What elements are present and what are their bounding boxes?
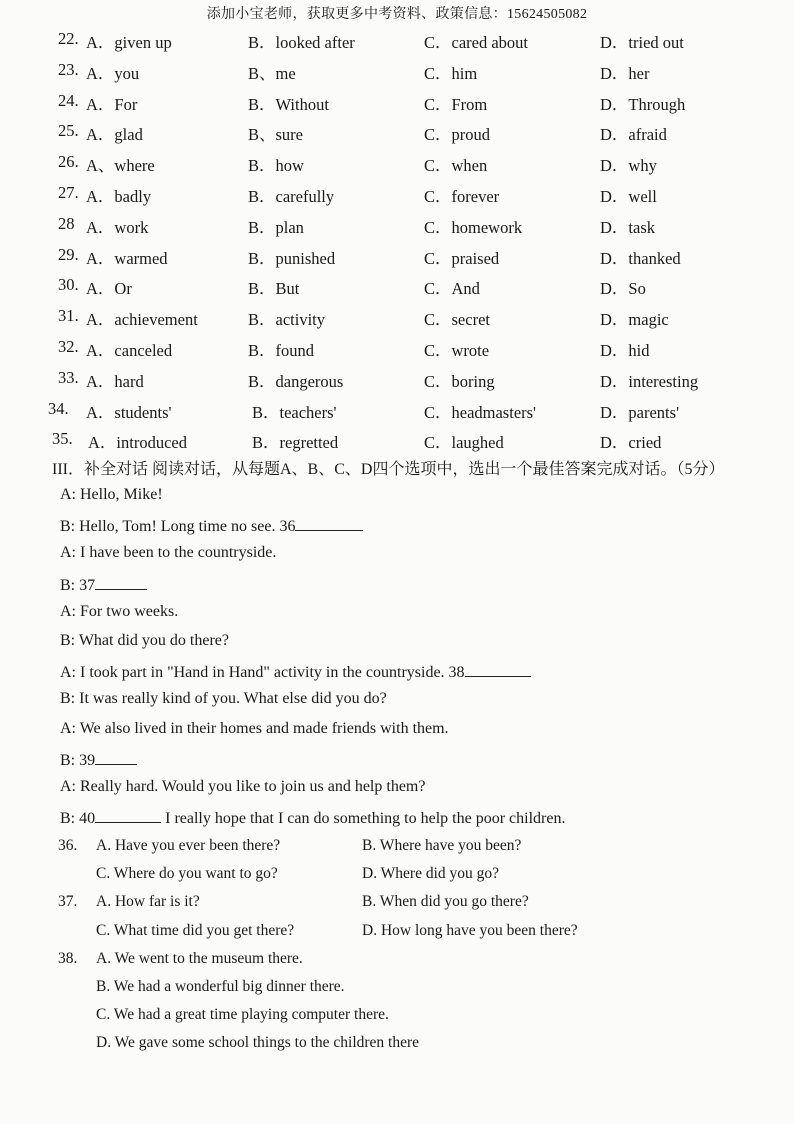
- dialog-line: [60, 807, 760, 836]
- option-d: D．task: [600, 217, 655, 237]
- option-c: C. Where do you want to go?: [96, 865, 278, 883]
- option-a: A．introduced: [88, 433, 187, 453]
- option-a: A．Or: [86, 279, 132, 299]
- option-b: B．carefully: [248, 186, 335, 206]
- page-header: 添加小宝老师，获取更多中考资料、政策信息：15624505082: [206, 7, 588, 22]
- dialog: [60, 486, 760, 836]
- option-a: A．you: [86, 63, 140, 83]
- option-c: C. We had a great time playing computer there.: [96, 1006, 389, 1024]
- option-b: B．But: [248, 279, 300, 299]
- choice-row: [58, 117, 778, 148]
- question-number: 29.: [58, 244, 79, 264]
- option-c: C. What time did you get there?: [96, 921, 295, 939]
- question-number: 28: [58, 213, 75, 233]
- option-c: C．From: [424, 94, 488, 114]
- option-b: B．how: [248, 156, 304, 176]
- option-b: B．looked after: [248, 33, 355, 52]
- choice-row: [52, 425, 778, 456]
- option-b: B．punished: [248, 248, 336, 268]
- option-d: D．parents': [600, 402, 680, 422]
- dialog-line: [60, 749, 760, 778]
- option-a: A. Have you ever been there?: [96, 837, 281, 854]
- choice-row: [58, 179, 778, 210]
- choice-row: [58, 87, 778, 118]
- option-line: [58, 976, 778, 1004]
- option-a: A．warmed: [86, 248, 168, 268]
- option-c: C．boring: [424, 371, 495, 391]
- option-line: [58, 920, 778, 948]
- choice-row: [58, 210, 778, 241]
- option-b: B．regretted: [252, 433, 339, 453]
- dialog-line: A: Really hard. Would you like to join us and help them?: [60, 777, 426, 795]
- dialog-line: A: We also lived in their homes and made friends with them.: [60, 719, 449, 737]
- option-b: B. When did you go there?: [362, 893, 529, 911]
- option-c: C．wrote: [424, 340, 490, 360]
- option-a: A．students': [86, 402, 172, 422]
- dialog-text: B: 40: [60, 810, 96, 828]
- choice-row: [58, 364, 778, 395]
- choice-row: [58, 271, 778, 302]
- question-number: 37.: [58, 893, 78, 911]
- dialog-line: A: Hello, Mike!: [60, 486, 163, 503]
- option-a: A．badly: [86, 186, 152, 206]
- dialog-text: B: Hello, Tom! Long time no see. 36: [60, 518, 296, 536]
- option-b: B．Without: [248, 94, 329, 114]
- question-number: 34.: [48, 398, 69, 418]
- dialog-line: [60, 515, 760, 544]
- answer-blank[interactable]: [295, 515, 363, 531]
- question-number: 31.: [58, 306, 79, 326]
- option-b: B．activity: [248, 310, 325, 330]
- dialog-line: [60, 574, 760, 603]
- option-a: A．For: [86, 94, 138, 114]
- option-d: D．interesting: [600, 371, 699, 391]
- option-c: C．homework: [424, 217, 523, 237]
- choice-row: [58, 241, 778, 272]
- option-c: C．when: [424, 156, 488, 176]
- option-a: A．given up: [86, 33, 172, 52]
- dialog-line: A: I have been to the countryside.: [60, 544, 277, 562]
- option-b: B. Where have you been?: [362, 837, 522, 854]
- option-a: A. How far is it?: [96, 893, 200, 911]
- answer-blank[interactable]: [95, 574, 147, 590]
- question-number: 36.: [58, 837, 78, 854]
- choice-row: [58, 56, 778, 87]
- answer-blank[interactable]: [95, 749, 137, 765]
- option-d: D．her: [600, 63, 650, 83]
- option-d: D．thanked: [600, 248, 681, 268]
- question-number: 38.: [58, 949, 78, 967]
- dialog-line: B: What did you do there?: [60, 631, 229, 649]
- option-d: D．well: [600, 186, 657, 206]
- dialog-line: A: For two weeks.: [60, 602, 179, 620]
- choice-row: [48, 395, 778, 426]
- option-a: A. We went to the museum there.: [96, 949, 303, 967]
- option-d: D. Where did you go?: [362, 865, 500, 883]
- dialog-text: B: 37: [60, 576, 96, 594]
- option-c: C．And: [424, 279, 480, 299]
- dialog-line: [60, 661, 760, 690]
- option-c: C．proud: [424, 125, 490, 145]
- choice-row: [58, 333, 778, 364]
- option-a: A、where: [86, 156, 155, 176]
- option-c: C．headmasters': [424, 402, 537, 422]
- option-line: [58, 1032, 778, 1060]
- option-a: A．achievement: [86, 310, 198, 330]
- question-number: 30.: [58, 275, 79, 295]
- question-number: 25.: [58, 121, 79, 141]
- option-d: D．hid: [600, 340, 650, 360]
- option-c: C．forever: [424, 186, 500, 206]
- choice-grid: [48, 25, 778, 456]
- option-d: D．why: [600, 156, 657, 176]
- dialog-text: B: 39: [60, 751, 96, 769]
- option-b: B、sure: [248, 125, 303, 145]
- option-b: B、me: [248, 63, 296, 83]
- dialog-text: I really hope that I can do something to help the poor children.: [161, 810, 566, 828]
- option-d: D．So: [600, 279, 646, 299]
- option-a: A．canceled: [86, 340, 173, 360]
- option-d: D．magic: [600, 310, 669, 330]
- answer-options: [58, 835, 778, 1061]
- question-number: 22.: [58, 29, 79, 48]
- option-a: A．hard: [86, 371, 144, 391]
- option-line: [58, 863, 778, 891]
- option-line: [58, 891, 778, 919]
- option-b: B．found: [248, 340, 314, 360]
- option-d: D. How long have you been there?: [362, 921, 578, 939]
- dialog-text: A: I took part in "Hand in Hand" activity in the countryside. 38: [60, 664, 465, 682]
- option-a: A．work: [86, 217, 149, 237]
- question-number: 23.: [58, 59, 79, 79]
- question-number: 26.: [58, 152, 79, 172]
- choice-row: [58, 25, 778, 56]
- option-c: C．laughed: [424, 433, 504, 453]
- choice-row: [58, 148, 778, 179]
- option-line: [58, 1004, 778, 1032]
- choice-row: [58, 302, 778, 333]
- option-c: C．cared about: [424, 33, 529, 52]
- option-b: B．plan: [248, 217, 304, 237]
- option-d: D. We gave some school things to the children there: [96, 1034, 420, 1052]
- answer-blank[interactable]: [465, 661, 531, 677]
- option-b: B．teachers': [252, 402, 337, 422]
- option-d: D．afraid: [600, 125, 667, 145]
- question-number: 27.: [58, 182, 79, 202]
- option-c: C．him: [424, 63, 478, 83]
- answer-blank[interactable]: [95, 807, 161, 823]
- option-a: A．glad: [86, 125, 143, 145]
- question-number: 35.: [52, 429, 73, 449]
- option-b: B. We had a wonderful big dinner there.: [96, 977, 345, 995]
- option-b: B．dangerous: [248, 371, 344, 391]
- option-d: D．cried: [600, 433, 662, 453]
- option-c: C．praised: [424, 248, 500, 268]
- section-title: III．补全对话 阅读对话，从每题A、B、C、D四个选项中，选出一个最佳答案完成对话。（5分）: [52, 461, 725, 478]
- option-line: [58, 835, 778, 863]
- option-line: [58, 948, 778, 976]
- question-number: 24.: [58, 90, 79, 110]
- option-d: D．tried out: [600, 33, 684, 52]
- option-d: D．Through: [600, 94, 686, 114]
- question-number: 32.: [58, 336, 79, 356]
- question-number: 33.: [58, 367, 79, 387]
- dialog-line: B: It was really kind of you. What else did you do?: [60, 690, 387, 708]
- option-c: C．secret: [424, 310, 490, 330]
